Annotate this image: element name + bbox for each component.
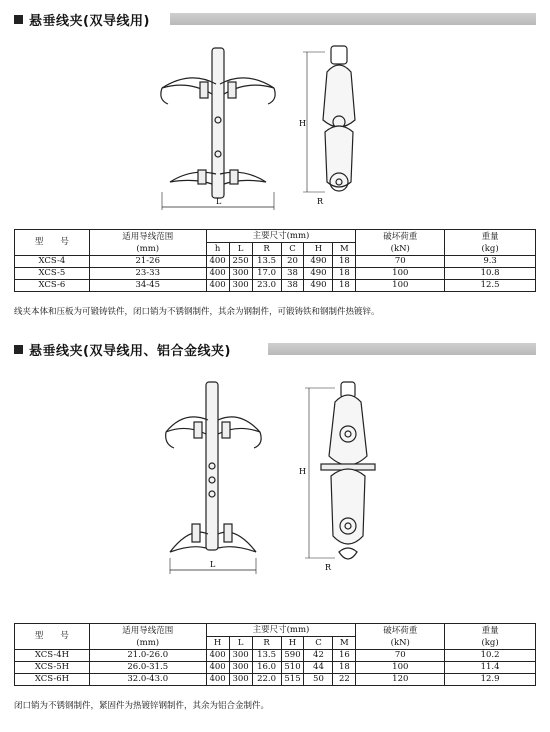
- cell-load: 100: [356, 268, 445, 280]
- section1-header: [14, 9, 150, 29]
- clamp-side-view-1: [295, 42, 375, 212]
- cell-model: XCS-4H: [15, 650, 90, 662]
- cell-dim: 300: [229, 662, 252, 674]
- cell-dim: 400: [206, 674, 229, 686]
- col-main-header: 主要尺寸(mm): [206, 230, 356, 243]
- cell-weight: 10.8: [445, 268, 536, 280]
- col-weight-header: 重量 (kg): [445, 230, 536, 256]
- subcol-header: R: [252, 243, 281, 256]
- table-row: [15, 268, 536, 280]
- subcol-header: L: [229, 637, 252, 650]
- col-weight-header: 重量 (kg): [445, 624, 536, 650]
- cell-dim: 250: [229, 256, 252, 268]
- col-main-header: 主要尺寸(mm): [206, 624, 356, 637]
- cell-dim: 38: [281, 280, 304, 292]
- cell-dim: 590: [281, 650, 304, 662]
- section-bullet: [14, 15, 23, 24]
- cell-dim: 22.0: [252, 674, 281, 686]
- spec-table-2: [14, 623, 536, 686]
- dim-label-h: H: [299, 467, 306, 476]
- cell-dim: 300: [229, 650, 252, 662]
- col-load-header: 破坏荷重 (kN): [356, 230, 445, 256]
- cell-load: 120: [356, 674, 445, 686]
- dim-label-l: L: [216, 197, 222, 206]
- clamp-front-view-2: [160, 376, 300, 576]
- subcol-header: C: [281, 243, 304, 256]
- cell-dim: 44: [304, 662, 333, 674]
- cell-dim: 490: [304, 280, 333, 292]
- table-row: [15, 256, 536, 268]
- subcol-header: L: [229, 243, 252, 256]
- table-row: [15, 674, 536, 686]
- cell-dim: 490: [304, 256, 333, 268]
- cell-dim: 23.0: [252, 280, 281, 292]
- col-load-header: 破坏荷重 (kN): [356, 624, 445, 650]
- cell-dim: 38: [281, 268, 304, 280]
- subcol-header: M: [333, 637, 356, 650]
- subcol-header: R: [252, 637, 281, 650]
- cell-load: 70: [356, 256, 445, 268]
- col-model-header: 型 号: [15, 624, 90, 650]
- table-row: [15, 662, 536, 674]
- dim-label-r: R: [325, 563, 332, 572]
- cell-dim: 400: [206, 662, 229, 674]
- cell-dim: 400: [206, 256, 229, 268]
- cell-dim: 50: [304, 674, 333, 686]
- cell-model: XCS-5H: [15, 662, 90, 674]
- cell-weight: 11.4: [445, 662, 536, 674]
- subcol-header: h: [206, 243, 229, 256]
- cell-range: 34-45: [89, 280, 206, 292]
- spec-table-1: [14, 229, 536, 292]
- cell-dim: 13.5: [252, 256, 281, 268]
- cell-weight: 9.3: [445, 256, 536, 268]
- cell-dim: 400: [206, 268, 229, 280]
- cell-load: 100: [356, 280, 445, 292]
- section2-note: 闭口销为不锈钢制件，紧固件为热镀锌钢制件，其余为铝合金制件。: [14, 701, 270, 711]
- dim-label-h: H: [299, 119, 306, 128]
- cell-dim: 22: [333, 674, 356, 686]
- clamp-side-view-2: [295, 376, 395, 576]
- cell-dim: 42: [304, 650, 333, 662]
- subcol-header: H: [304, 243, 333, 256]
- cell-range: 21-26: [89, 256, 206, 268]
- cell-dim: 510: [281, 662, 304, 674]
- cell-model: XCS-5: [15, 268, 90, 280]
- cell-weight: 10.2: [445, 650, 536, 662]
- cell-weight: 12.9: [445, 674, 536, 686]
- cell-dim: 490: [304, 268, 333, 280]
- cell-range: 26.0-31.5: [89, 662, 206, 674]
- cell-dim: 400: [206, 280, 229, 292]
- subcol-header: H: [281, 637, 304, 650]
- cell-dim: 400: [206, 650, 229, 662]
- subcol-header: H: [206, 637, 229, 650]
- cell-dim: 17.0: [252, 268, 281, 280]
- section2-header: [14, 339, 231, 359]
- cell-dim: 515: [281, 674, 304, 686]
- cell-load: 100: [356, 662, 445, 674]
- cell-dim: 20: [281, 256, 304, 268]
- cell-model: XCS-4: [15, 256, 90, 268]
- subcol-header: C: [304, 637, 333, 650]
- cell-dim: 13.5: [252, 650, 281, 662]
- section1-title: 悬垂线夹(双导线用): [29, 13, 150, 29]
- cell-dim: 300: [229, 280, 252, 292]
- cell-dim: 300: [229, 268, 252, 280]
- cell-dim: 300: [229, 674, 252, 686]
- cell-load: 70: [356, 650, 445, 662]
- col-model-header: 型 号: [15, 230, 90, 256]
- table-row: [15, 280, 536, 292]
- cell-model: XCS-6H: [15, 674, 90, 686]
- section1-title-bar: [170, 13, 536, 25]
- table-row: [15, 650, 536, 662]
- cell-range: 21.0-26.0: [89, 650, 206, 662]
- section2-title-bar: [268, 343, 536, 355]
- col-range-header: 适用导线范围 (mm): [89, 624, 206, 650]
- cell-dim: 18: [333, 268, 356, 280]
- cell-weight: 12.5: [445, 280, 536, 292]
- cell-dim: 16: [333, 650, 356, 662]
- section1-note: 线夹本体和压板为可锻铸铁件，闭口销为不锈钢制件，其余为钢制件，可锻铸铁和钢制件热镀锌。: [14, 307, 380, 317]
- cell-model: XCS-6: [15, 280, 90, 292]
- cell-dim: 18: [333, 662, 356, 674]
- section-bullet: [14, 345, 23, 354]
- cell-range: 23-33: [89, 268, 206, 280]
- cell-dim: 18: [333, 280, 356, 292]
- dim-label-r: R: [317, 197, 324, 206]
- section2-title: 悬垂线夹(双导线用、铝合金线夹): [29, 343, 231, 359]
- cell-dim: 18: [333, 256, 356, 268]
- dim-label-l: L: [210, 560, 216, 569]
- subcol-header: M: [333, 243, 356, 256]
- clamp-front-view-1: [150, 42, 290, 212]
- cell-range: 32.0-43.0: [89, 674, 206, 686]
- cell-dim: 16.0: [252, 662, 281, 674]
- col-range-header: 适用导线范围 (mm): [89, 230, 206, 256]
